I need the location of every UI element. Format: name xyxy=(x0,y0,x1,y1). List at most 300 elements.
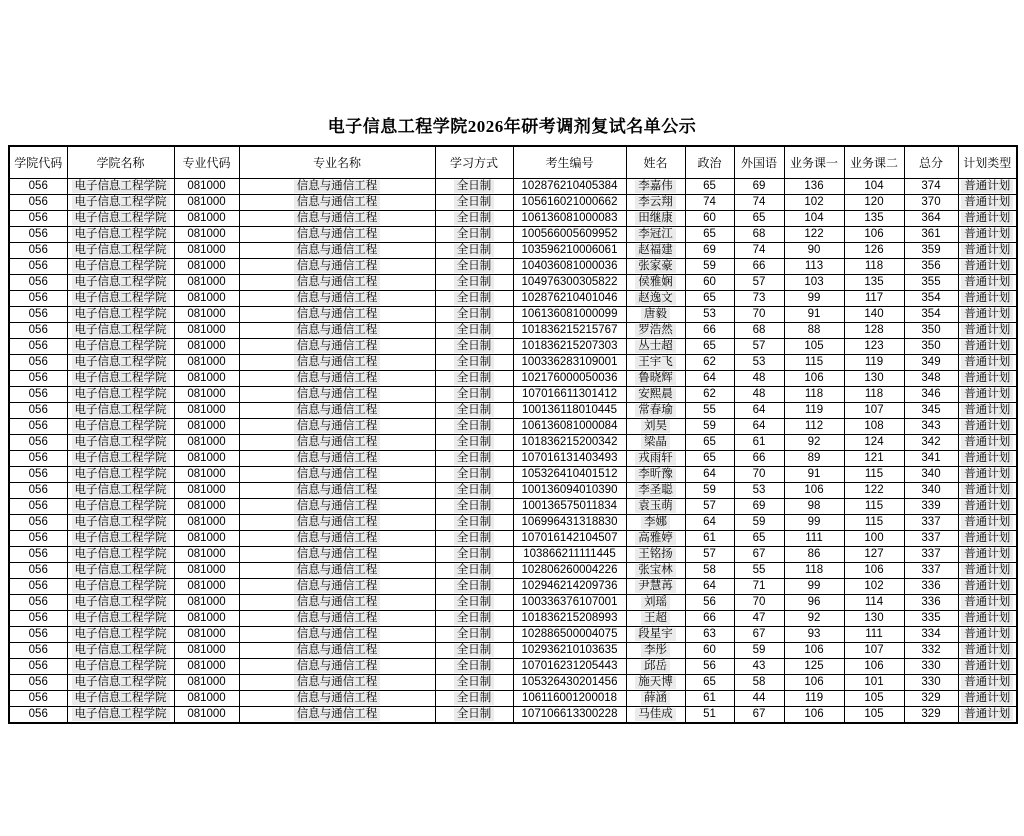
cell-text: 全日制 xyxy=(454,676,495,689)
table-cell: 65 xyxy=(685,339,734,355)
cell-text: 唐毅 xyxy=(641,308,670,321)
table-cell: 105326430201456 xyxy=(513,675,626,691)
page-title: 电子信息工程学院2026年研考调剂复试名单公示 xyxy=(327,117,697,136)
table-row xyxy=(9,323,1017,339)
table-cell: 081000 xyxy=(174,339,239,355)
table-cell xyxy=(67,211,174,227)
cell-text: 普通计划 xyxy=(961,628,1013,641)
table-cell xyxy=(958,227,1017,243)
table-cell: 336 xyxy=(904,595,958,611)
table-cell: 64 xyxy=(734,403,784,419)
cell-text: 全日制 xyxy=(454,436,495,449)
table-cell: 125 xyxy=(784,659,844,675)
cell-text: 电子信息工程学院 xyxy=(72,580,170,593)
table-cell: 107016142104507 xyxy=(513,531,626,547)
cell-text: 信息与通信工程 xyxy=(294,196,381,209)
table-cell xyxy=(67,579,174,595)
table-cell: 345 xyxy=(904,403,958,419)
table-cell: 122 xyxy=(784,227,844,243)
table-cell: 70 xyxy=(734,467,784,483)
table-row xyxy=(9,595,1017,611)
table-cell: 92 xyxy=(784,435,844,451)
table-cell: 081000 xyxy=(174,435,239,451)
cell-text: 信息与通信工程 xyxy=(294,452,381,465)
table-cell: 056 xyxy=(9,531,67,547)
table-cell xyxy=(239,179,435,195)
table-cell xyxy=(958,467,1017,483)
table-cell xyxy=(435,291,513,307)
cell-text: 信息与通信工程 xyxy=(294,692,381,705)
table-cell: 056 xyxy=(9,403,67,419)
table-cell: 056 xyxy=(9,627,67,643)
table-cell xyxy=(626,371,685,387)
table-cell xyxy=(626,195,685,211)
col-header-study-mode: 学习方式 xyxy=(435,146,513,179)
table-cell: 056 xyxy=(9,195,67,211)
table-cell: 63 xyxy=(685,627,734,643)
table-cell xyxy=(626,659,685,675)
table-cell xyxy=(435,259,513,275)
table-cell: 056 xyxy=(9,467,67,483)
table-cell xyxy=(239,451,435,467)
table-cell xyxy=(239,547,435,563)
table-cell xyxy=(239,707,435,724)
cell-text: 电子信息工程学院 xyxy=(72,260,170,273)
cell-text: 电子信息工程学院 xyxy=(72,228,170,241)
table-cell xyxy=(626,563,685,579)
table-cell xyxy=(239,275,435,291)
cell-text: 普通计划 xyxy=(961,596,1013,609)
cell-text: 全日制 xyxy=(454,324,495,337)
table-cell: 53 xyxy=(734,483,784,499)
table-cell xyxy=(626,675,685,691)
table-cell xyxy=(239,531,435,547)
cell-text: 电子信息工程学院 xyxy=(72,244,170,257)
cell-text: 李云翔 xyxy=(635,196,676,209)
table-cell: 056 xyxy=(9,435,67,451)
table-cell: 056 xyxy=(9,579,67,595)
table-cell: 107106613300228 xyxy=(513,707,626,724)
table-cell: 355 xyxy=(904,275,958,291)
table-cell: 103866211111445 xyxy=(513,547,626,563)
cell-text: 全日制 xyxy=(454,196,495,209)
table-cell: 081000 xyxy=(174,467,239,483)
table-cell: 60 xyxy=(685,211,734,227)
table-cell: 056 xyxy=(9,243,67,259)
cell-text: 信息与通信工程 xyxy=(294,564,381,577)
table-cell: 081000 xyxy=(174,707,239,724)
col-header-foreign-language: 外国语 xyxy=(734,146,784,179)
table-cell: 62 xyxy=(685,355,734,371)
table-cell xyxy=(958,291,1017,307)
table-cell xyxy=(958,355,1017,371)
table-cell xyxy=(958,259,1017,275)
table-cell xyxy=(626,499,685,515)
table-cell: 056 xyxy=(9,547,67,563)
table-cell xyxy=(67,467,174,483)
table-cell: 111 xyxy=(784,531,844,547)
table-cell: 56 xyxy=(685,595,734,611)
table-cell: 056 xyxy=(9,611,67,627)
table-cell: 61 xyxy=(685,691,734,707)
table-cell: 081000 xyxy=(174,627,239,643)
cell-text: 电子信息工程学院 xyxy=(72,628,170,641)
table-cell xyxy=(626,611,685,627)
table-cell xyxy=(958,659,1017,675)
cell-text: 信息与通信工程 xyxy=(294,548,381,561)
cell-text: 全日制 xyxy=(454,180,495,193)
cell-text: 普通计划 xyxy=(961,436,1013,449)
table-cell: 64 xyxy=(685,467,734,483)
cell-text: 全日制 xyxy=(454,692,495,705)
table-row xyxy=(9,643,1017,659)
table-cell xyxy=(435,579,513,595)
table-cell xyxy=(435,307,513,323)
table-cell: 107 xyxy=(844,403,904,419)
table-cell: 102 xyxy=(844,579,904,595)
cell-text: 全日制 xyxy=(454,516,495,529)
cell-text: 段星宇 xyxy=(635,628,676,641)
table-cell xyxy=(958,419,1017,435)
table-cell: 93 xyxy=(784,627,844,643)
table-cell: 056 xyxy=(9,355,67,371)
cell-text: 普通计划 xyxy=(961,452,1013,465)
table-row xyxy=(9,579,1017,595)
table-cell xyxy=(239,355,435,371)
cell-text: 电子信息工程学院 xyxy=(72,676,170,689)
table-cell: 330 xyxy=(904,659,958,675)
table-cell: 89 xyxy=(784,451,844,467)
table-cell: 337 xyxy=(904,515,958,531)
table-cell: 103596210006061 xyxy=(513,243,626,259)
table-cell: 91 xyxy=(784,307,844,323)
table-cell: 104976300305822 xyxy=(513,275,626,291)
table-row xyxy=(9,355,1017,371)
table-cell: 48 xyxy=(734,387,784,403)
table-cell: 65 xyxy=(734,531,784,547)
cell-text: 信息与通信工程 xyxy=(294,516,381,529)
table-cell xyxy=(239,595,435,611)
table-cell: 348 xyxy=(904,371,958,387)
table-cell xyxy=(67,371,174,387)
table-cell: 081000 xyxy=(174,355,239,371)
cell-text: 普通计划 xyxy=(961,692,1013,705)
table-cell: 102806260004226 xyxy=(513,563,626,579)
table-cell: 056 xyxy=(9,563,67,579)
cell-text: 刘瑶 xyxy=(641,596,670,609)
table-cell xyxy=(435,595,513,611)
cell-text: 普通计划 xyxy=(961,468,1013,481)
table-cell xyxy=(67,195,174,211)
cell-text: 普通计划 xyxy=(961,372,1013,385)
table-cell xyxy=(958,435,1017,451)
table-cell xyxy=(435,643,513,659)
table-cell: 106 xyxy=(784,643,844,659)
cell-text: 罗浩然 xyxy=(635,324,676,337)
table-cell: 130 xyxy=(844,371,904,387)
cell-text: 信息与通信工程 xyxy=(294,404,381,417)
table-cell: 53 xyxy=(734,355,784,371)
table-cell xyxy=(67,419,174,435)
col-header-subject-two: 业务课二 xyxy=(844,146,904,179)
table-cell xyxy=(239,435,435,451)
cell-text: 电子信息工程学院 xyxy=(72,292,170,305)
table-body xyxy=(9,179,1017,724)
table-cell: 114 xyxy=(844,595,904,611)
table-row xyxy=(9,499,1017,515)
cell-text: 全日制 xyxy=(454,628,495,641)
table-cell: 105 xyxy=(784,339,844,355)
table-cell xyxy=(239,691,435,707)
table-row xyxy=(9,691,1017,707)
table-cell: 101836215208993 xyxy=(513,611,626,627)
col-header-major-name: 专业名称 xyxy=(239,146,435,179)
cell-text: 普通计划 xyxy=(961,324,1013,337)
table-cell: 081000 xyxy=(174,419,239,435)
table-cell: 140 xyxy=(844,307,904,323)
cell-text: 全日制 xyxy=(454,500,495,513)
table-cell: 86 xyxy=(784,547,844,563)
table-cell xyxy=(435,243,513,259)
table-cell xyxy=(958,307,1017,323)
table-cell: 081000 xyxy=(174,291,239,307)
table-cell xyxy=(435,467,513,483)
cell-text: 安熙晨 xyxy=(635,388,676,401)
table-cell: 340 xyxy=(904,467,958,483)
table-cell xyxy=(239,371,435,387)
table-header xyxy=(9,146,1017,179)
cell-text: 电子信息工程学院 xyxy=(72,388,170,401)
table-cell: 101836215207303 xyxy=(513,339,626,355)
table-cell xyxy=(435,675,513,691)
cell-text: 信息与通信工程 xyxy=(294,532,381,545)
table-row xyxy=(9,531,1017,547)
cell-text: 全日制 xyxy=(454,244,495,257)
table-cell xyxy=(67,243,174,259)
table-cell xyxy=(239,643,435,659)
table-cell xyxy=(626,531,685,547)
table-cell: 056 xyxy=(9,275,67,291)
col-header-college-name: 学院名称 xyxy=(67,146,174,179)
cell-text: 全日制 xyxy=(454,404,495,417)
table-cell: 056 xyxy=(9,323,67,339)
cell-text: 电子信息工程学院 xyxy=(72,564,170,577)
table-row xyxy=(9,659,1017,675)
cell-text: 普通计划 xyxy=(961,196,1013,209)
table-cell: 105616021000662 xyxy=(513,195,626,211)
table-cell: 081000 xyxy=(174,579,239,595)
table-cell: 104036081000036 xyxy=(513,259,626,275)
cell-text: 普通计划 xyxy=(961,180,1013,193)
table-cell: 58 xyxy=(685,563,734,579)
cell-text: 李彤 xyxy=(641,644,670,657)
cell-text: 电子信息工程学院 xyxy=(72,660,170,673)
table-cell: 56 xyxy=(685,659,734,675)
table-cell: 334 xyxy=(904,627,958,643)
table-row xyxy=(9,371,1017,387)
table-cell: 106136081000084 xyxy=(513,419,626,435)
table-cell: 43 xyxy=(734,659,784,675)
table-row xyxy=(9,675,1017,691)
table-cell: 115 xyxy=(784,355,844,371)
table-cell: 74 xyxy=(734,243,784,259)
table-cell: 55 xyxy=(734,563,784,579)
cell-text: 普通计划 xyxy=(961,212,1013,225)
table-cell xyxy=(958,531,1017,547)
table-cell: 124 xyxy=(844,435,904,451)
cell-text: 张家豪 xyxy=(635,260,676,273)
table-cell: 056 xyxy=(9,659,67,675)
table-cell xyxy=(435,211,513,227)
table-cell: 107016611301412 xyxy=(513,387,626,403)
cell-text: 普通计划 xyxy=(961,308,1013,321)
table-cell xyxy=(626,707,685,724)
cell-text: 鲁晓辉 xyxy=(635,372,676,385)
cell-text: 田继康 xyxy=(635,212,676,225)
cell-text: 全日制 xyxy=(454,708,495,721)
cell-text: 侯雅娴 xyxy=(635,276,676,289)
cell-text: 全日制 xyxy=(454,420,495,433)
roster-table xyxy=(8,145,1018,724)
table-cell xyxy=(435,659,513,675)
table-cell: 130 xyxy=(844,611,904,627)
table-cell xyxy=(239,195,435,211)
table-cell: 65 xyxy=(685,227,734,243)
table-cell xyxy=(626,515,685,531)
table-cell: 081000 xyxy=(174,483,239,499)
table-cell: 106 xyxy=(844,659,904,675)
table-cell: 65 xyxy=(685,451,734,467)
table-cell: 120 xyxy=(844,195,904,211)
cell-text: 梁晶 xyxy=(641,436,670,449)
table-cell: 99 xyxy=(784,291,844,307)
table-cell: 329 xyxy=(904,707,958,724)
table-cell: 92 xyxy=(784,611,844,627)
cell-text: 王宇飞 xyxy=(635,356,676,369)
cell-text: 信息与通信工程 xyxy=(294,260,381,273)
table-cell xyxy=(239,611,435,627)
table-cell: 136 xyxy=(784,179,844,195)
table-cell xyxy=(239,419,435,435)
cell-text: 信息与通信工程 xyxy=(294,372,381,385)
table-cell: 081000 xyxy=(174,227,239,243)
table-cell xyxy=(626,451,685,467)
table-cell: 88 xyxy=(784,323,844,339)
cell-text: 信息与通信工程 xyxy=(294,340,381,353)
table-cell: 100336283109001 xyxy=(513,355,626,371)
cell-text: 全日制 xyxy=(454,596,495,609)
col-header-major-code: 专业代码 xyxy=(174,146,239,179)
table-cell: 58 xyxy=(734,675,784,691)
table-row xyxy=(9,627,1017,643)
table-cell xyxy=(958,707,1017,724)
cell-text: 施天博 xyxy=(635,676,676,689)
table-cell: 056 xyxy=(9,339,67,355)
table-cell: 105326410401512 xyxy=(513,467,626,483)
table-cell: 106116001200018 xyxy=(513,691,626,707)
table-row xyxy=(9,563,1017,579)
table-cell xyxy=(626,435,685,451)
cell-text: 电子信息工程学院 xyxy=(72,196,170,209)
table-cell: 68 xyxy=(734,323,784,339)
table-cell: 056 xyxy=(9,451,67,467)
table-cell: 106136081000083 xyxy=(513,211,626,227)
table-cell: 57 xyxy=(734,339,784,355)
cell-text: 电子信息工程学院 xyxy=(72,324,170,337)
table-cell xyxy=(239,323,435,339)
cell-text: 电子信息工程学院 xyxy=(72,404,170,417)
table-cell xyxy=(67,355,174,371)
table-cell xyxy=(626,179,685,195)
table-cell xyxy=(958,179,1017,195)
table-cell: 67 xyxy=(734,627,784,643)
table-cell xyxy=(626,467,685,483)
table-cell: 101836215215767 xyxy=(513,323,626,339)
cell-text: 邱岳 xyxy=(641,660,670,673)
table-cell: 081000 xyxy=(174,211,239,227)
table-cell xyxy=(626,579,685,595)
cell-text: 电子信息工程学院 xyxy=(72,612,170,625)
cell-text: 信息与通信工程 xyxy=(294,436,381,449)
table-row xyxy=(9,195,1017,211)
table-cell xyxy=(435,435,513,451)
cell-text: 普通计划 xyxy=(961,276,1013,289)
table-cell: 081000 xyxy=(174,243,239,259)
table-cell xyxy=(435,451,513,467)
table-cell xyxy=(67,387,174,403)
cell-text: 全日制 xyxy=(454,644,495,657)
table-cell: 081000 xyxy=(174,515,239,531)
cell-text: 信息与通信工程 xyxy=(294,388,381,401)
table-cell: 121 xyxy=(844,451,904,467)
table-cell xyxy=(958,515,1017,531)
cell-text: 普通计划 xyxy=(961,532,1013,545)
cell-text: 全日制 xyxy=(454,292,495,305)
table-cell xyxy=(239,627,435,643)
cell-text: 普通计划 xyxy=(961,548,1013,561)
table-row xyxy=(9,467,1017,483)
table-cell xyxy=(239,515,435,531)
table-cell: 329 xyxy=(904,691,958,707)
table-row xyxy=(9,211,1017,227)
table-cell xyxy=(435,499,513,515)
table-cell: 081000 xyxy=(174,643,239,659)
table-cell: 111 xyxy=(844,627,904,643)
table-cell: 69 xyxy=(685,243,734,259)
table-row xyxy=(9,547,1017,563)
cell-text: 尹慧苒 xyxy=(635,580,676,593)
table-cell xyxy=(626,211,685,227)
cell-text: 电子信息工程学院 xyxy=(72,708,170,721)
table-cell: 081000 xyxy=(174,611,239,627)
table-cell: 108 xyxy=(844,419,904,435)
table-cell: 107016131403493 xyxy=(513,451,626,467)
table-cell: 100336376107001 xyxy=(513,595,626,611)
header-row xyxy=(9,146,1017,179)
table-cell: 119 xyxy=(784,403,844,419)
cell-text: 信息与通信工程 xyxy=(294,212,381,225)
table-cell: 081000 xyxy=(174,499,239,515)
table-row xyxy=(9,435,1017,451)
cell-text: 薛涵 xyxy=(641,692,670,705)
cell-text: 电子信息工程学院 xyxy=(72,692,170,705)
table-cell: 056 xyxy=(9,227,67,243)
table-cell: 66 xyxy=(685,323,734,339)
cell-text: 赵逸文 xyxy=(635,292,676,305)
table-cell xyxy=(626,227,685,243)
table-cell xyxy=(435,691,513,707)
table-cell: 51 xyxy=(685,707,734,724)
